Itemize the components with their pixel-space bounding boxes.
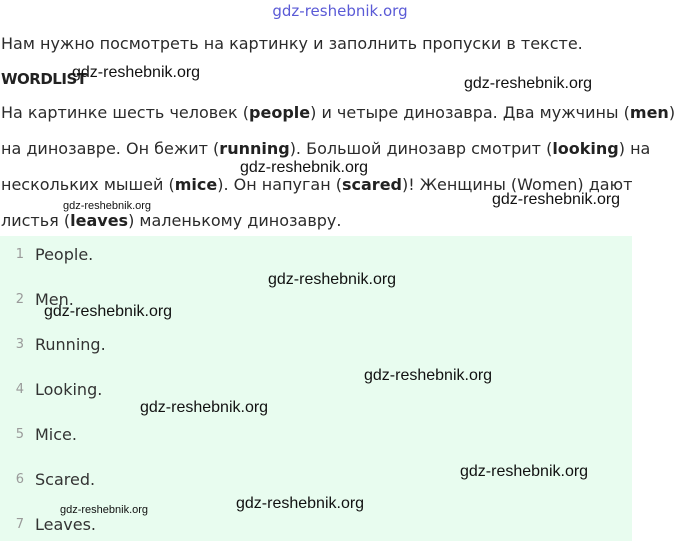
paragraph-text: ) на динозавре. Он бежит ( [1,103,676,158]
paragraph-text: ) и четыре динозавра. Два мужчины ( [310,103,630,122]
intro-text: Нам нужно посмотреть на картинку и заполнить пропуски в тексте. [1,34,583,53]
answer-word: mice [174,175,218,194]
paragraph-text: ) маленькому динозавру. [128,211,342,230]
watermark: gdz-reshebnik.org [364,367,493,384]
paragraph-text: ). Он напуган ( [217,175,342,194]
watermark: gdz-reshebnik.org [240,159,369,176]
paragraph-text: ). Большой динозавр смотрит ( [289,139,553,158]
answer-text: Scared. [35,469,96,489]
answer-item [0,378,102,400]
answer-number: 4 [15,381,24,397]
answer-item [0,243,93,265]
watermark: gdz-reshebnik.org [72,64,201,81]
watermark: gdz-reshebnik.org [60,504,149,516]
answer-item [0,333,106,355]
answer-number: 3 [15,336,24,352]
answer-text: People. [35,244,94,264]
watermark: gdz-reshebnik.org [44,303,173,320]
answer-word: looking [552,139,619,158]
answer-number: 5 [15,426,24,442]
answer-text: Men. [35,289,74,309]
watermark-top: gdz-reshebnik.org [272,2,408,20]
watermark: gdz-reshebnik.org [63,200,152,212]
paragraph-text: )! Женщины (Women) дают листья ( [1,175,633,230]
answer-word: people [249,103,311,122]
watermark: gdz-reshebnik.org [268,271,397,288]
answer-item [0,513,96,535]
answer-number: 2 [15,291,24,307]
answer-item [0,468,95,490]
answer-number: 7 [15,516,24,532]
answer-text: Mice. [35,424,77,444]
answer-word: running [219,139,290,158]
watermark: gdz-reshebnik.org [492,191,621,208]
answer-item [0,423,77,445]
answer-text: Looking. [35,379,103,399]
answer-word: scared [342,175,402,194]
watermark: gdz-reshebnik.org [460,463,589,480]
answer-number: 6 [15,471,24,487]
watermark: gdz-reshebnik.org [140,399,269,416]
answer-text: Leaves. [35,514,97,534]
answer-word: men [629,103,669,122]
answer-number: 1 [15,246,24,262]
watermark: gdz-reshebnik.org [464,75,593,92]
wordlist-label: WORDLIST [1,70,87,88]
paragraph-text: На картинке шесть человек ( [1,103,250,122]
paragraph-text: ) на нескольких мышей ( [1,139,651,194]
answer-word: leaves [70,211,129,230]
watermark: gdz-reshebnik.org [236,495,365,512]
answer-text: Running. [35,334,106,354]
